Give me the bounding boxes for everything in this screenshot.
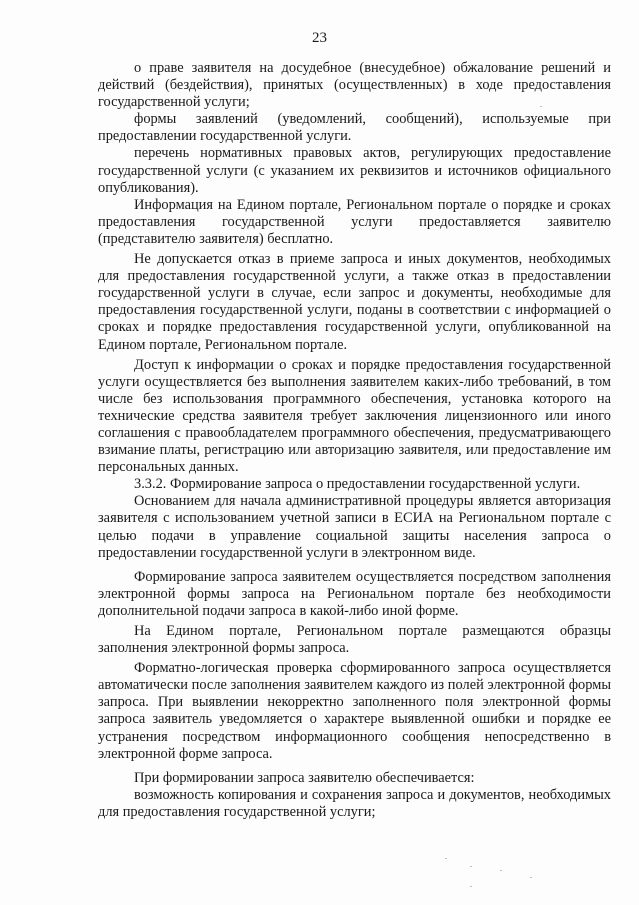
paragraph-form-samples: На Едином портале, Региональном портале размещаются образцы заполнения электронной формы запроса. — [98, 623, 611, 657]
paragraph-legal-acts: перечень нормативных правовых актов, регулирующих предоставление государственной услуги (с указанием их реквизитов и источников официального опубликования). — [98, 145, 611, 196]
paragraph-free-information: Информация на Едином портале, Региональном портале о порядке и сроках предоставления государственной услуги предоставляется заявителю (представителю заявителя) бесплатно. — [98, 196, 611, 247]
section-heading-3-3-2: 3.3.2. Формирование запроса о предоставлении государственной услуги. — [134, 476, 581, 493]
paragraph-format-check: Форматно-логическая проверка сформированного запроса осуществляется автоматически после заполнения заявителем каждого из полей электронной формы запроса. При выявлении некорректно заполненного поля электронной формы запроса заявитель уведомляется о характере выявленной ошибки и порядке ее устранения посредством информационного сообщения непосредственно в электронной форме запроса. — [98, 660, 611, 762]
scan-speck — [530, 877, 532, 878]
paragraph-no-refusal: Не допускается отказ в приеме запроса и иных документов, необходимых для предоставления государственной услуги, а также отказ в предоставлении государственной услуги в случае, если запрос и документы, необходимые для предоставления государственной услуги, поданы в соответствии с информацией о сроках и порядке предоставления государственной услуги, опубликованной на Едином портале, Региональном портале. — [98, 251, 611, 353]
paragraph-provisions-intro: При формировании запроса заявителю обеспечивается: — [134, 769, 475, 786]
scan-speck — [445, 858, 447, 859]
paragraph-procedure-basis: Основанием для начала административной процедуры является авторизация заявителя с использованием учетной записи в ЕСИА на Региональном портале с целью подачи в управление социальной защиты населения запроса о предоставлении государственной услуги в электронном виде. — [98, 493, 611, 561]
scan-speck — [500, 870, 502, 871]
paragraph-information-access: Доступ к информации о сроках и порядке предоставления государственной услуги осуществляется без выполнения заявителем каких-либо требований, в том числе без использования программного обеспечения, установка которого на технические средства заявителя требует заключения лицензионного или иного соглашения с правообладателем программного обеспечения, предусматривающего взимание платы, регистрацию или авторизацию заявителя, или предоставление им персональных данных. — [98, 356, 611, 476]
page-number: 23 — [312, 30, 327, 46]
scan-speck — [470, 866, 472, 867]
paragraph-request-formation: Формирование запроса заявителем осуществляется посредством заполнения электронной формы запроса на Региональном портале без необходимости дополнительной подачи запроса в какой-либо иной форме. — [98, 568, 611, 619]
paragraph-appeal-right: о праве заявителя на досудебное (внесудебное) обжалование решений и действий (бездействия), принятых (осуществленных) в ходе предоставления государственной услуги; — [98, 60, 611, 111]
page-body — [98, 60, 611, 821]
paragraph-application-forms: формы заявлений (уведомлений, сообщений), используемые при предоставлении государственной услуги. — [98, 111, 611, 145]
paragraph-copy-save: возможность копирования и сохранения запроса и документов, необходимых для предоставления государственной услуги; — [98, 786, 611, 820]
scan-speck — [470, 886, 472, 887]
scan-speck — [540, 106, 542, 107]
